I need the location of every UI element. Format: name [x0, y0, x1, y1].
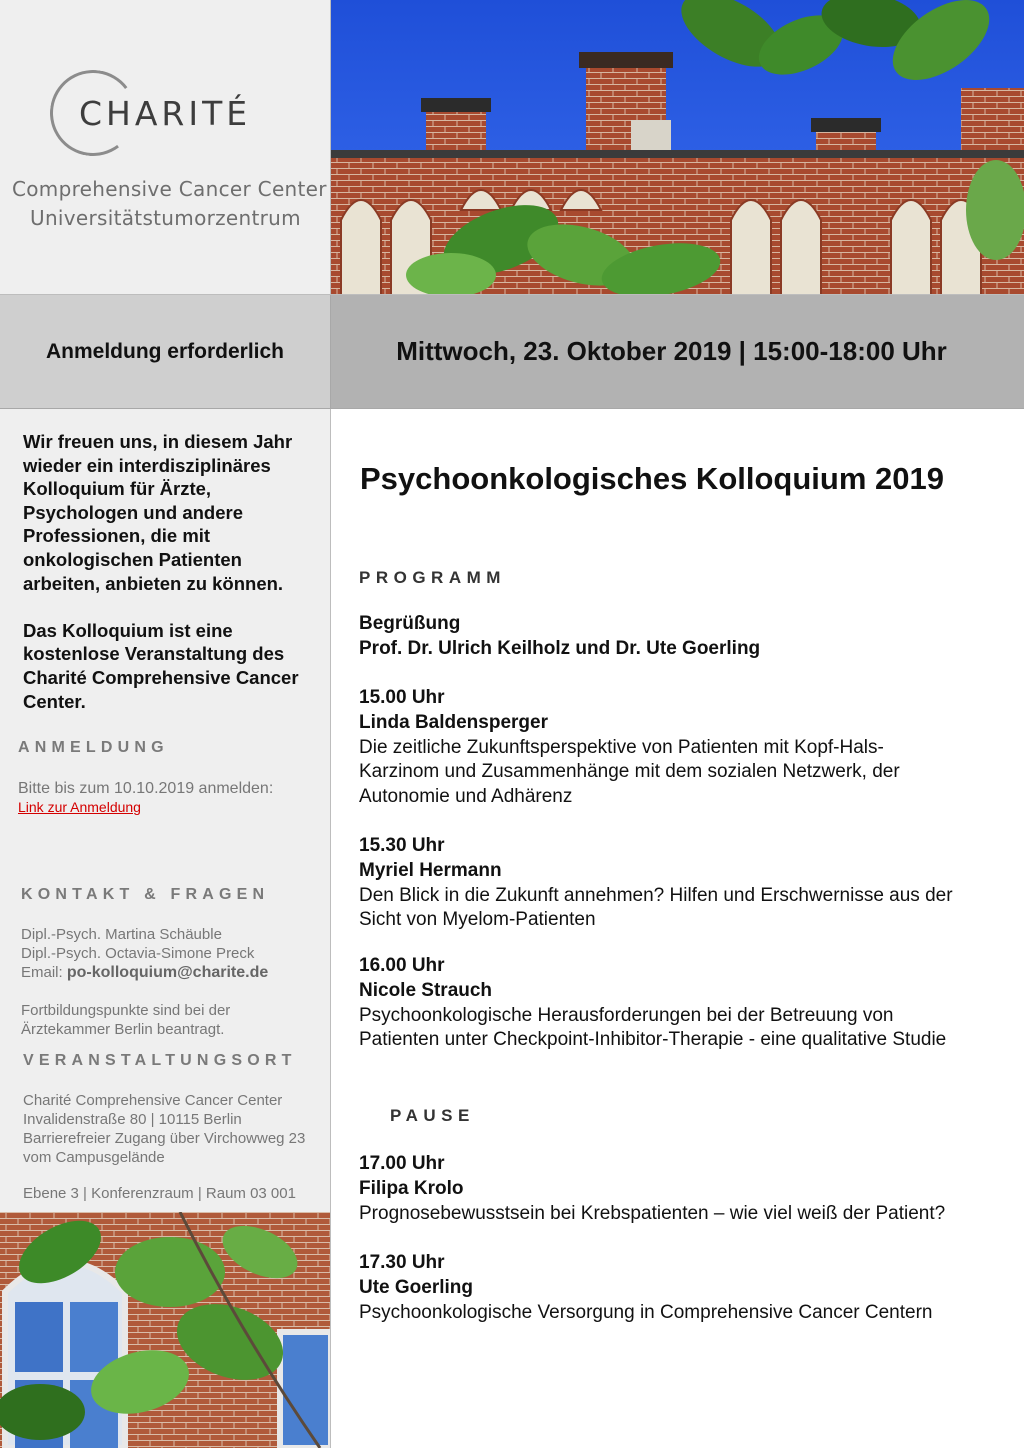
- programm-heading: PROGRAMM: [359, 568, 506, 587]
- registration-required-label: Anmeldung erforderlich: [45, 339, 285, 363]
- program-item-time: 15.00 Uhr: [359, 687, 445, 708]
- facade-illustration: [331, 0, 1024, 295]
- program-item-time: 17.00 Uhr: [359, 1153, 445, 1174]
- building-facade-photo: [331, 0, 1024, 295]
- program-item: [359, 1251, 1009, 1325]
- charite-logo-wordmark: CHARITÉ: [79, 94, 252, 133]
- intro-text: [23, 430, 323, 713]
- event-date-label: Mittwoch, 23. Oktober 2019 | 15:00-18:00 Uhr: [396, 336, 947, 366]
- program-item-topic: Die zeitliche Zukunftsperspektive von Patienten mit Kopf-Hals-Karzinom und Zusammenhänge mit dem sozialen Netzwerk, der Autonomie und Adhärenz: [359, 736, 900, 808]
- program-item-time: 16.00 Uhr: [359, 955, 445, 976]
- program-item-topic: Psychoonkologische Herausforderungen bei der Betreuung von Patienten unter Checkpoint-Inhibitor-Therapie - eine qualitative Studie: [359, 1004, 947, 1051]
- program-item-topic: Den Blick in die Zukunft annehmen? Hilfen und Erschwernisse aus der Sicht von Myelom-Patienten: [359, 884, 953, 931]
- cme-note-line-1: Fortbildungspunkte sind bei der: [21, 1002, 231, 1019]
- contact-email[interactable]: po-kolloquium@charite.de: [66, 964, 269, 981]
- intro-paragraph-2: Das Kolloquium ist eine kostenlose Veranstaltung des Charité Comprehensive Cancer Center.: [23, 619, 299, 712]
- charite-logo-panel: [0, 0, 331, 295]
- venue-line-2: Invalidenstraße 80 | 10115 Berlin: [23, 1111, 242, 1128]
- program-item-speaker: Linda Baldensperger: [359, 711, 548, 733]
- program-main: [331, 409, 1024, 1448]
- program-item-topic: Psychoonkologische Versorgung in Comprehensive Cancer Centern: [359, 1301, 933, 1323]
- program-item: [359, 686, 1009, 810]
- program-item-speaker: Nicole Strauch: [359, 979, 493, 1001]
- event-title: Psychoonkologisches Kolloquium 2019: [360, 461, 944, 496]
- pause-heading: PAUSE: [390, 1106, 475, 1125]
- window-illustration: [0, 1212, 331, 1448]
- welcome-label: Begrüßung: [359, 613, 461, 634]
- logo-subtitle-utz: Universitätstumorzentrum: [30, 206, 301, 230]
- program-item-time: 15.30 Uhr: [359, 835, 445, 856]
- venue-line-4: vom Campusgelände: [23, 1149, 165, 1166]
- venue-line-3: Barrierefreier Zugang über Virchowweg 23: [23, 1130, 306, 1147]
- program-item: [359, 954, 1009, 1053]
- program-item: [359, 834, 1009, 933]
- anmeldung-deadline: Bitte bis zum 10.10.2019 anmelden:: [18, 780, 274, 797]
- welcome-block: [359, 612, 1009, 662]
- venue-room: Ebene 3 | Konferenzraum | Raum 03 001: [23, 1185, 296, 1202]
- intro-paragraph-1: Wir freuen uns, in diesem Jahr wieder ein interdisziplinäres Kolloquium für Ärzte, Psychologen und andere Professionen, die mit onkologischen Patienten arbeiten, anbieten zu können.: [23, 431, 293, 594]
- program-item-speaker: Ute Goerling: [359, 1276, 474, 1298]
- contact-person-2: Dipl.-Psych. Octavia-Simone Preck: [21, 945, 255, 962]
- contact-email-row: [21, 964, 268, 983]
- window-leaves-photo: [0, 1212, 331, 1448]
- contact-person-1: Dipl.-Psych. Martina Schäuble: [21, 926, 222, 943]
- program-item-topic: Prognosebewusstsein bei Krebspatienten – wie viel weiß der Patient?: [359, 1202, 946, 1224]
- program-item-speaker: Myriel Hermann: [359, 859, 502, 881]
- registration-link[interactable]: Link zur Anmeldung: [18, 799, 141, 815]
- logo-subtitle-ccc: Comprehensive Cancer Center: [12, 177, 327, 201]
- email-label: Email:: [21, 964, 63, 981]
- sidebar-info-column: [0, 409, 331, 1212]
- cme-note-line-2: Ärztekammer Berlin beantragt.: [21, 1021, 225, 1038]
- venue-line-1: Charité Comprehensive Cancer Center: [23, 1092, 283, 1109]
- kontakt-heading: KONTAKT & FRAGEN: [21, 886, 270, 903]
- program-item-time: 17.30 Uhr: [359, 1252, 445, 1273]
- veranstaltungsort-heading: VERANSTALTUNGSORT: [23, 1052, 297, 1069]
- program-item-speaker: Filipa Krolo: [359, 1177, 464, 1199]
- program-item: [359, 1152, 1009, 1226]
- registration-required-bar: [0, 295, 331, 409]
- event-date-bar: [331, 295, 1024, 409]
- welcome-speakers: Prof. Dr. Ulrich Keilholz und Dr. Ute Goerling: [359, 637, 761, 659]
- anmeldung-heading: ANMELDUNG: [18, 739, 169, 756]
